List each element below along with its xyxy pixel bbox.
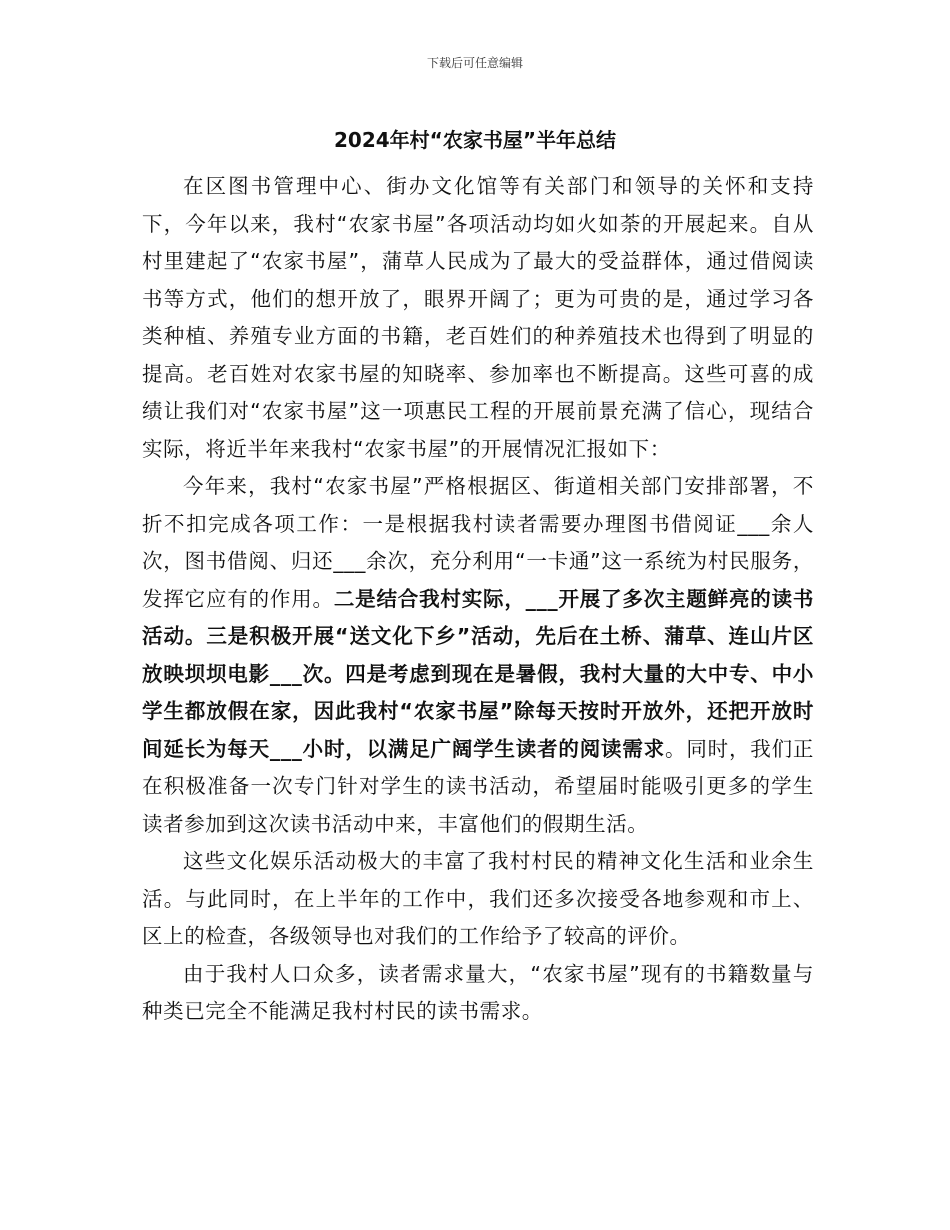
paragraph-work-summary <box>142 468 814 843</box>
paragraph-problems: 由于我村人口众多，读者需求量大，“农家书屋”现有的书籍数量与种类已完全不能满足我村村民的读书需求。 <box>142 961 814 1023</box>
paragraph-work-summary-tail: 。同时，我们正在积极准备一次专门针对学生的读书活动，希望届时能吸引更多的学生读者参加到这次读书活动中来，丰富他们的假期生活。 <box>142 736 814 836</box>
page-header-note: 下载后可任意编辑 <box>426 56 523 70</box>
paragraph-intro: 在区图书管理中心、街办文化馆等有关部门和领导的关怀和支持下，今年以来，我村“农家书屋”各项活动均如火如荼的开展起来。自从村里建起了“农家书屋”，蒲草人民成为了最大的受益群体，通过借阅读书等方式，他们的想开放了，眼界开阔了；更为可贵的是，通过学习各类种植、养殖专业方面的书籍，老百姓们的种养殖技术也得到了明显的提高。老百姓对农家书屋的知晓率、参加率也不断提高。这些可喜的成绩让我们对“农家书屋”这一项惠民工程的开展前景充满了信心，现结合实际，将近半年来我村“农家书屋”的开展情况汇报如下： <box>142 174 814 461</box>
document-body <box>142 168 814 1031</box>
paragraph-work-summary-bold: 二是结合我村实际，___开展了多次主题鲜亮的读书活动。三是积极开展“送文化下乡”活动，先后在土桥、蒲草、连山片区放映坝坝电影___次。四是考虑到现在是暑假，我村大量的大中专、中小学生都放假在家，因此我村“农家书屋”除每天按时开放外，还把开放时间延长为每天___小时，以满足广阔学生读者的阅读需求 <box>142 586 814 761</box>
paragraph-activities: 这些文化娱乐活动极大的丰富了我村村民的精神文化生活和业余生活。与此同时，在上半年的工作中，我们还多次接受各地参观和市上、区上的检查，各级领导也对我们的工作给予了较高的评价。 <box>142 849 814 948</box>
paragraph-work-summary-text: 今年来，我村“农家书屋”严格根据区、街道相关部门安排部署，不折不扣完成各项工作：一是根据我村读者需要办理图书借阅证___余人次，图书借阅、归还___余次，充分利用“一卡通”这一系统为村民服务，发挥它应有的作用。 <box>142 474 814 611</box>
document-title: 2024年村“农家书屋”半年总结 <box>334 128 616 152</box>
